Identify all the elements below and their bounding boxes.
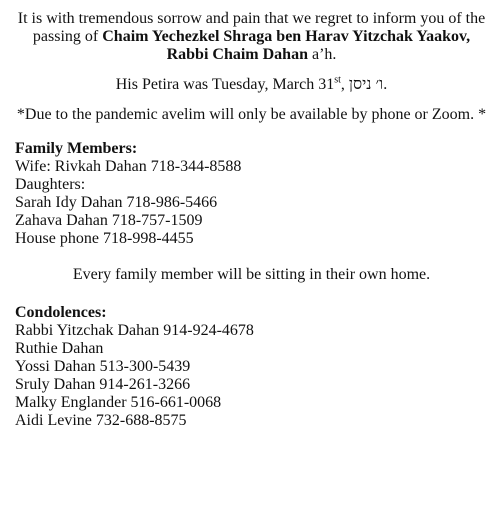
condolence-line: Yossi Dahan 513-300-5439 [15,358,191,375]
condolences-heading: Condolences: [15,304,107,321]
petira-superscript: st [334,74,341,86]
condolence-line: Aidi Levine 732-688-8575 [15,412,187,429]
family-line: Wife: Rivkah Dahan 718-344-8588 [15,158,242,175]
family-heading: Family Members: [15,140,138,157]
condolences-section [15,304,488,430]
deceased-name: Chaim Yechezkel Shraga ben Harav Yitzchak Yaakov, Rabbi Chaim Dahan [102,28,471,63]
intro-text: It is with tremendous sorrow and pain that we regret to inform you of the passing of [17,10,486,45]
family-line: Daughters: [15,176,86,193]
petira-separator: , [340,76,349,93]
condolence-line: Malky Englander 516-661-0068 [15,394,222,411]
petira-end: . [383,76,388,93]
petira-hebrew-date: ו׳ ניסן [348,76,384,93]
sitting-note: Every family member will be sitting in their own home. [72,266,431,283]
family-members-section [15,140,488,248]
family-line: Sarah Idy Dahan 718-986-5466 [15,194,218,211]
condolence-line: Ruthie Dahan [15,340,104,357]
intro-paragraph [15,10,488,64]
family-line: House phone 718-998-4455 [15,230,194,247]
pandemic-note: *Due to the pandemic avelim will only be available by phone or Zoom. * [16,106,487,123]
petira-prefix: His Petira was Tuesday, March 31 [115,76,335,93]
intro-suffix: a’h. [307,46,337,63]
petira-line [15,76,488,94]
condolence-line: Rabbi Yitzchak Dahan 914-924-4678 [15,322,254,339]
condolence-line: Sruly Dahan 914-261-3266 [15,376,191,393]
family-line: Zahava Dahan 718-757-1509 [15,212,203,229]
